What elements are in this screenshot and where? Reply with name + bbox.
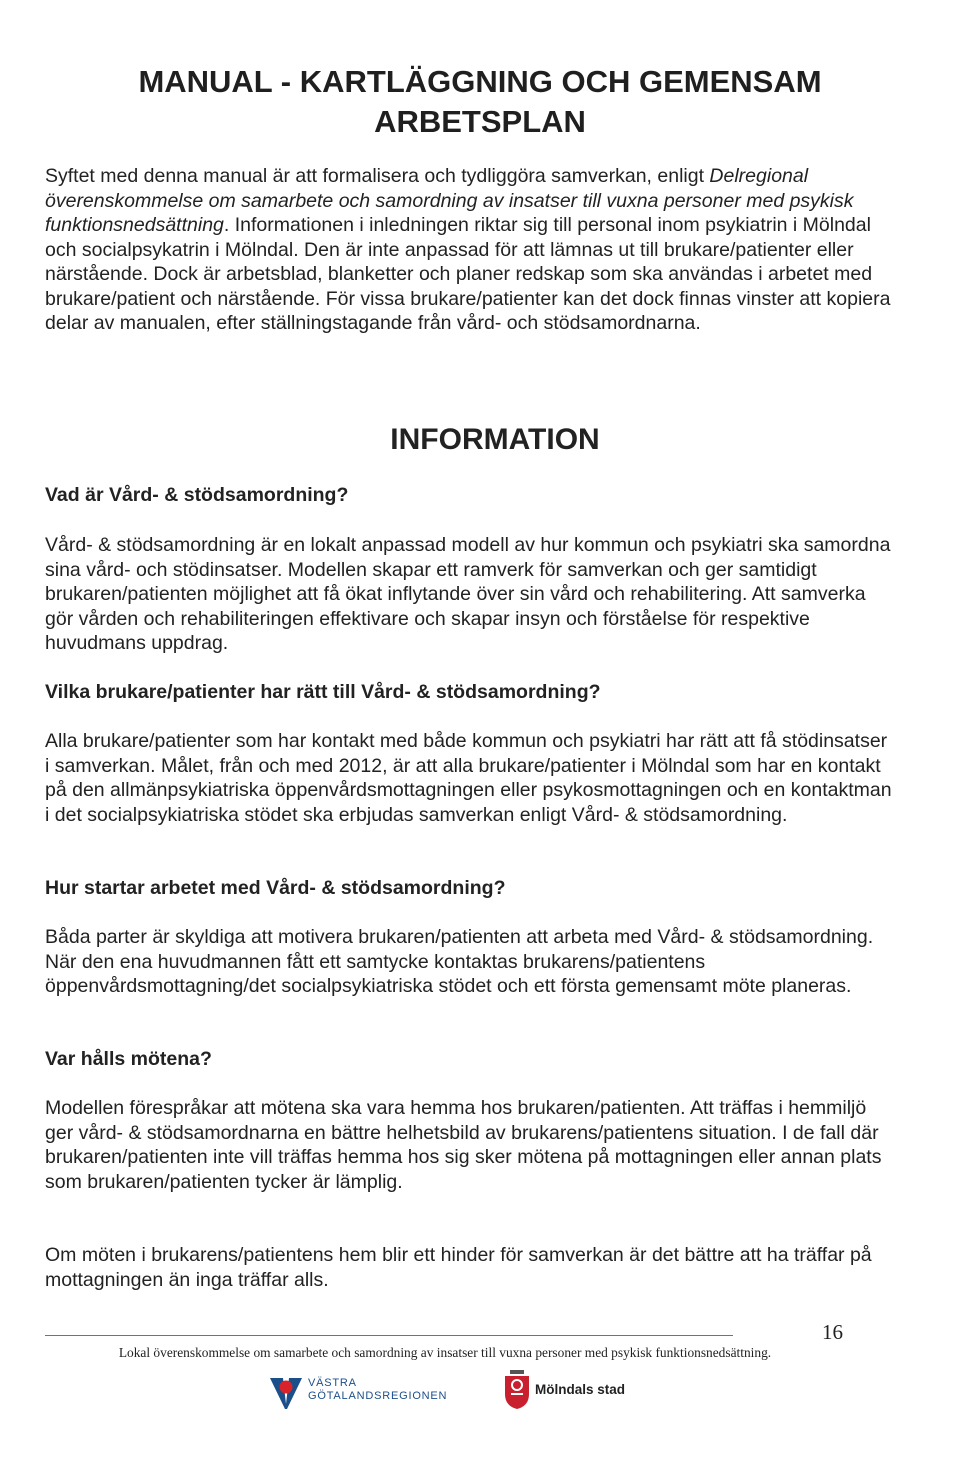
question-heading-3: Hur startar arbetet med Vård- & stödsamordning? bbox=[45, 877, 506, 899]
vgr-logo bbox=[268, 1372, 458, 1412]
vgr-logo-line-1: VÄSTRA bbox=[308, 1377, 357, 1389]
title-line-2: ARBETSPLAN bbox=[374, 104, 586, 139]
question-heading-4: Var hålls mötena? bbox=[45, 1048, 212, 1070]
vgr-logo-text bbox=[308, 1377, 447, 1403]
molndal-logo-text: Mölndals stad bbox=[535, 1382, 626, 1397]
title-line-1: MANUAL - KARTLÄGGNING OCH GEMENSAM bbox=[138, 64, 822, 99]
answer-paragraph-1: Vård- & stödsamordning är en lokalt anpassad modell av hur kommun och psykiatri ska samordna sina vård- och stödinsatser. Modellen skapar ett ramverk för samverkan och ger samtidigt brukaren/patienten möjlighet att få ökat inflytande över sin vård och rehabilitering. Att samverka gör vården och rehabiliteringen effektivare och skapar insyn och förståelse för respektive huvudmans uppdrag. bbox=[45, 534, 891, 654]
intro-paragraph bbox=[45, 164, 895, 336]
answer-paragraph-4: Modellen förespråkar att mötena ska vara hemma hos brukaren/patienten. Att träffas i hemmiljö ger vård- & stödsamordnarna en bättre helhetsbild av brukarens/patientens situation. I de fall där brukaren/patienten inte vill träffas hemma hos sig sker mötena på mottagningen eller annan plats som brukaren/patienten tycker är lämplig. bbox=[45, 1097, 882, 1193]
question-heading-1: Vad är Vård- & stödsamordning? bbox=[45, 484, 349, 506]
section-title: INFORMATION bbox=[390, 423, 600, 456]
molndal-coat-of-arms-icon bbox=[503, 1370, 531, 1410]
question-heading-2: Vilka brukare/patienter har rätt till Vård- & stödsamordning? bbox=[45, 681, 601, 703]
answer-paragraph-2: Alla brukare/patienter som har kontakt med både kommun och psykiatri har rätt att få stödinsatser i samverkan. Målet, från och med 2012, är att alla brukare/patienter i Mölndal som har en kontakt på den allmänpsykiatriska öppenvårdsmottagningen eller psykosmottagningen och en kontaktman i det socialpsykiatriska stödet ska erbjudas samverkan enligt Vård- & stödsamordning. bbox=[45, 730, 892, 826]
intro-text-end: . Informationen i inledningen riktar sig till personal inom psykiatrin i Mölndal och socialpsykatrin i Mölndal. Den är inte anpassad för att lämnas ut till brukare/patienter eller närstående. Dock är arbetsblad, blanketter och planer redskap som ska användas i arbetet med brukare/patient och närstående. För vissa brukare/patienter kan det dock finnas vinster att kopiera delar av manualen, efter ställningstagande från vård- och stödsamordnarna. bbox=[45, 214, 891, 334]
answer-paragraph-3: Båda parter är skyldiga att motivera brukaren/patienten att arbeta med Vård- & stödsamordning. När den ena huvudmannen fått ett samtycke kontaktas brukarens/patientens öppenvårdsmottagning/det socialpsykiatriska stödet och ett första gemensamt möte planeras. bbox=[45, 926, 874, 997]
vgr-logo-line-2: GÖTALANDSREGIONEN bbox=[308, 1390, 448, 1402]
page-number: 16 bbox=[822, 1320, 843, 1344]
intro-agreement-title: Delregional överenskommelse om samarbete och samordning av insatser till vuxna personer med psykisk funktionsnedsättning bbox=[45, 165, 854, 236]
molndal-logo bbox=[503, 1370, 643, 1410]
footer-text: Lokal överenskommelse om samarbete och samordning av insatser till vuxna personer med psykisk funktionsnedsättning. bbox=[118, 1345, 772, 1360]
page-title bbox=[40, 62, 920, 142]
intro-text-start: Syftet med denna manual är att formalisera och tydliggöra samverkan, enligt bbox=[45, 165, 710, 187]
vgr-logo-icon bbox=[268, 1374, 304, 1410]
answer-paragraph-5: Om möten i brukarens/patientens hem blir ett hinder för samverkan är det bättre att ha träffar på mottagningen än inga träffar alls. bbox=[45, 1244, 872, 1291]
footer-divider bbox=[45, 1335, 733, 1336]
